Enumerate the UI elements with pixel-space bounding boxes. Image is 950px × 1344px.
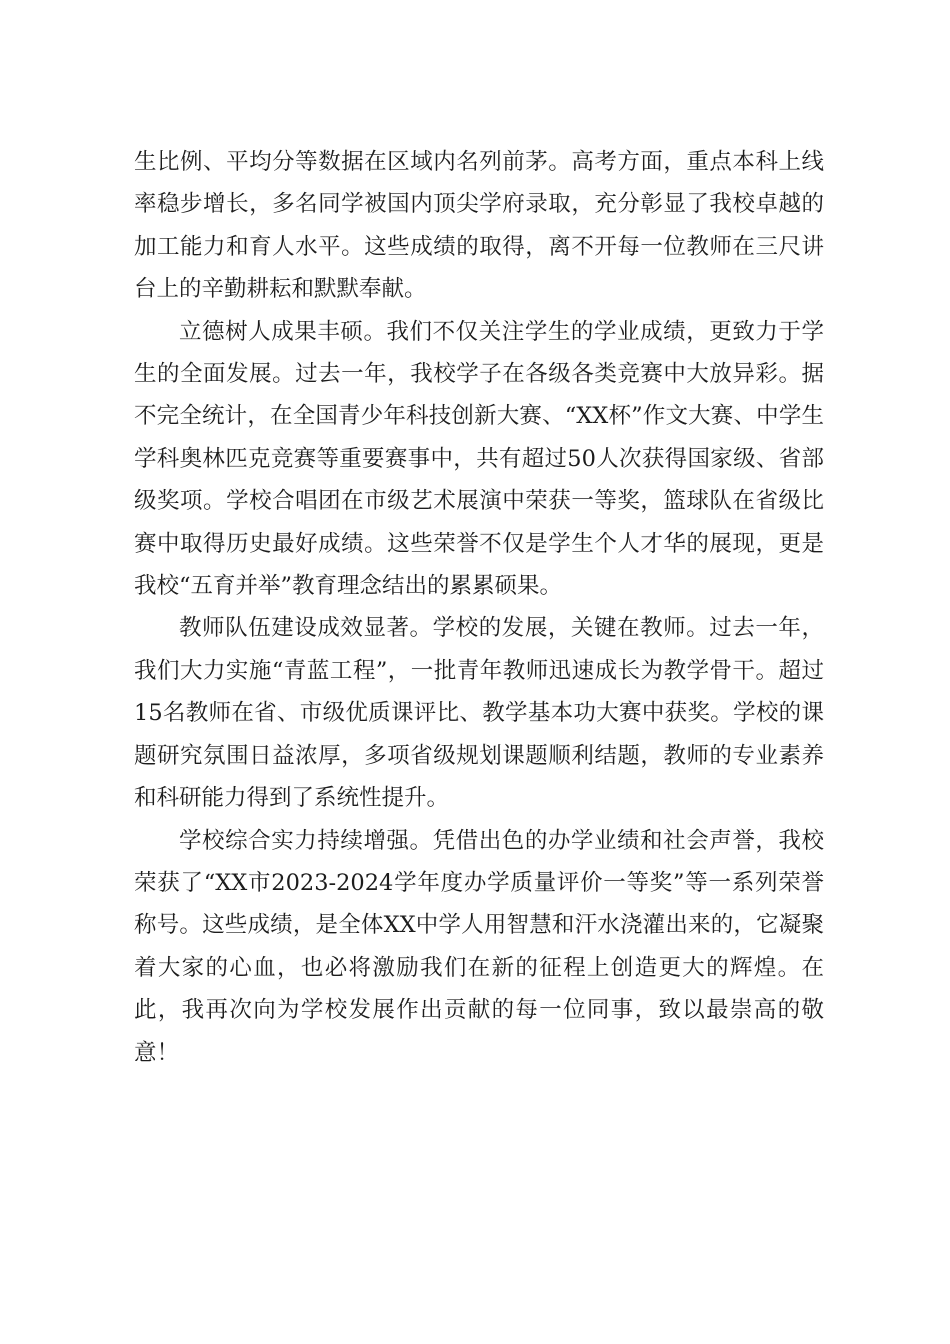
paragraph-school-strength: 学校综合实力持续增强。凭借出色的办学业绩和社会声誉，我校荣获了“XX市2023-2024学年度办学质量评价一等奖”等一系列荣誉称号。这些成绩，是全体XX中学人用智慧和汗水浇灌出来的，它凝聚着大家的心血，也必将激励我们在新的征程上创造更大的辉煌。在此，我再次向为学校发展作出贡献的每一位同事，致以最崇高的敬意！ [134,827,824,1066]
document-body [134,141,824,1074]
paragraph-moral-education: 立德树人成果丰硕。我们不仅关注学生的学业成绩，更致力于学生的全面发展。过去一年，我校学子在各级各类竞赛中大放异彩。据不完全统计，在全国青少年科技创新大赛、“XX杯”作文大赛、中学生学科奥林匹克竞赛等重要赛事中，共有超过50人次获得国家级、省部级奖项。学校合唱团在市级艺术展演中荣获一等奖，篮球队在省级比赛中取得历史最好成绩。这些荣誉不仅是学生个人才华的展现，更是我校“五育并举”教育理念结出的累累硕果。 [134,318,824,600]
paragraph-continuation: 生比例、平均分等数据在区域内名列前茅。高考方面，重点本科上线率稳步增长，多名同学被国内顶尖学府录取，充分彰显了我校卓越的加工能力和育人水平。这些成绩的取得，离不开每一位教师在三尺讲台上的辛勤耕耘和默默奉献。 [134,149,824,303]
paragraph-teacher-team: 教师队伍建设成效显著。学校的发展，关键在教师。过去一年，我们大力实施“青蓝工程”，一批青年教师迅速成长为教学骨干。超过15名教师在省、市级优质课评比、教学基本功大赛中获奖。学校的课题研究氛围日益浓厚，多项省级规划课题顺利结题，教师的专业素养和科研能力得到了系统性提升。 [134,615,824,812]
